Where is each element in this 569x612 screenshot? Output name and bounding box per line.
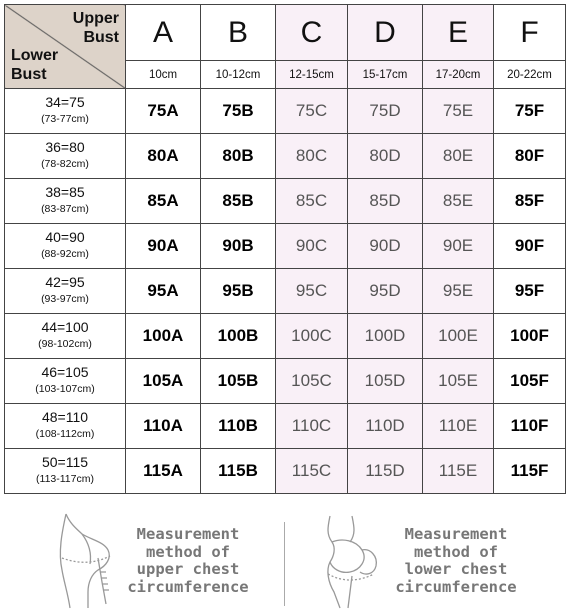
band-range-label: (88-92cm) xyxy=(41,248,89,260)
size-cell: 80A xyxy=(126,134,201,179)
size-cell: 85D xyxy=(348,179,423,224)
size-cell: 75E xyxy=(423,89,494,134)
band-size-cell xyxy=(5,269,126,314)
cup-range-a: 10cm xyxy=(126,61,201,89)
band-size-cell xyxy=(5,314,126,359)
band-size-cell xyxy=(5,359,126,404)
size-cell: 100F xyxy=(494,314,566,359)
size-cell: 75D xyxy=(348,89,423,134)
size-cell: 95F xyxy=(494,269,566,314)
size-cell: 75C xyxy=(276,89,348,134)
cup-letter-f: F xyxy=(494,5,566,61)
table-corner-header xyxy=(5,5,126,89)
size-cell: 80F xyxy=(494,134,566,179)
lower-method-caption: Measurement method of lower chest circumference xyxy=(395,525,517,596)
band-size-label: 46=105 xyxy=(41,364,89,380)
size-cell: 90C xyxy=(276,224,348,269)
size-cell: 85C xyxy=(276,179,348,224)
band-size-label: 50=115 xyxy=(41,454,89,470)
size-cell: 105D xyxy=(348,359,423,404)
size-cell: 105B xyxy=(201,359,276,404)
size-cell: 85F xyxy=(494,179,566,224)
upper-method-caption: Measurement method of upper chest circumference xyxy=(127,525,249,596)
table-row xyxy=(5,449,566,494)
size-cell: 105E xyxy=(423,359,494,404)
size-cell: 80E xyxy=(423,134,494,179)
band-range-label: (73-77cm) xyxy=(41,113,89,125)
size-cell: 115F xyxy=(494,449,566,494)
band-size-label: 42=95 xyxy=(45,274,85,290)
size-cell: 110B xyxy=(201,404,276,449)
cup-range-b: 10-12cm xyxy=(201,61,276,89)
size-cell: 95A xyxy=(126,269,201,314)
cup-letter-b: B xyxy=(201,5,276,61)
cup-letter-d: D xyxy=(348,5,423,61)
cup-letter-row xyxy=(5,5,566,61)
footer-divider xyxy=(284,522,285,606)
upper-chest-measure-figure-icon xyxy=(48,512,116,610)
measurement-footer xyxy=(0,508,569,612)
cup-range-d: 15-17cm xyxy=(348,61,423,89)
size-cell: 85B xyxy=(201,179,276,224)
band-size-label: 48=110 xyxy=(41,409,89,425)
bra-size-table xyxy=(4,4,566,494)
band-size-cell xyxy=(5,404,126,449)
band-range-label: (103-107cm) xyxy=(35,383,95,395)
band-size-label: 40=90 xyxy=(45,229,85,245)
band-size-label: 36=80 xyxy=(45,139,85,155)
size-cell: 90E xyxy=(423,224,494,269)
size-cell: 80B xyxy=(201,134,276,179)
size-cell: 100B xyxy=(201,314,276,359)
band-range-label: (83-87cm) xyxy=(41,203,89,215)
table-row xyxy=(5,89,566,134)
table-row xyxy=(5,179,566,224)
size-cell: 100C xyxy=(276,314,348,359)
band-range-label: (108-112cm) xyxy=(35,428,95,440)
cup-letter-c: C xyxy=(276,5,348,61)
table-row xyxy=(5,314,566,359)
band-size-cell xyxy=(5,179,126,224)
size-cell: 100A xyxy=(126,314,201,359)
size-cell: 90F xyxy=(494,224,566,269)
size-cell: 115B xyxy=(201,449,276,494)
size-cell: 90B xyxy=(201,224,276,269)
table-row xyxy=(5,224,566,269)
size-cell: 95B xyxy=(201,269,276,314)
lower-bust-label: Lower Bust xyxy=(11,47,59,83)
table-row xyxy=(5,134,566,179)
upper-bust-label: Upper Bust xyxy=(72,10,119,46)
size-cell: 85A xyxy=(126,179,201,224)
size-cell: 90A xyxy=(126,224,201,269)
size-cell: 110D xyxy=(348,404,423,449)
size-cell: 115C xyxy=(276,449,348,494)
table-row xyxy=(5,359,566,404)
band-range-label: (98-102cm) xyxy=(38,338,92,350)
table-row xyxy=(5,269,566,314)
size-cell: 110A xyxy=(126,404,201,449)
band-range-label: (113-117cm) xyxy=(36,473,94,485)
size-cell: 105F xyxy=(494,359,566,404)
size-cell: 95E xyxy=(423,269,494,314)
size-cell: 110F xyxy=(494,404,566,449)
band-range-label: (93-97cm) xyxy=(41,293,89,305)
cup-letter-a: A xyxy=(126,5,201,61)
size-cell: 115E xyxy=(423,449,494,494)
size-cell: 75B xyxy=(201,89,276,134)
lower-chest-measure-figure-icon xyxy=(306,512,384,610)
band-size-cell xyxy=(5,449,126,494)
band-size-label: 34=75 xyxy=(45,94,85,110)
size-rows xyxy=(5,89,566,494)
size-cell: 85E xyxy=(423,179,494,224)
band-range-label: (78-82cm) xyxy=(41,158,89,170)
size-cell: 95C xyxy=(276,269,348,314)
size-cell: 95D xyxy=(348,269,423,314)
cup-letter-e: E xyxy=(423,5,494,61)
cup-range-c: 12-15cm xyxy=(276,61,348,89)
cup-range-e: 17-20cm xyxy=(423,61,494,89)
size-cell: 75F xyxy=(494,89,566,134)
size-cell: 100E xyxy=(423,314,494,359)
table-row xyxy=(5,404,566,449)
band-size-cell xyxy=(5,224,126,269)
band-size-cell xyxy=(5,89,126,134)
size-cell: 80D xyxy=(348,134,423,179)
size-cell: 110C xyxy=(276,404,348,449)
cup-range-f: 20-22cm xyxy=(494,61,566,89)
band-size-label: 38=85 xyxy=(45,184,85,200)
size-cell: 105C xyxy=(276,359,348,404)
size-cell: 110E xyxy=(423,404,494,449)
band-size-label: 44=100 xyxy=(41,319,89,335)
size-cell: 90D xyxy=(348,224,423,269)
band-size-cell xyxy=(5,134,126,179)
size-cell: 105A xyxy=(126,359,201,404)
size-cell: 115A xyxy=(126,449,201,494)
size-cell: 75A xyxy=(126,89,201,134)
size-cell: 100D xyxy=(348,314,423,359)
size-cell: 115D xyxy=(348,449,423,494)
size-cell: 80C xyxy=(276,134,348,179)
